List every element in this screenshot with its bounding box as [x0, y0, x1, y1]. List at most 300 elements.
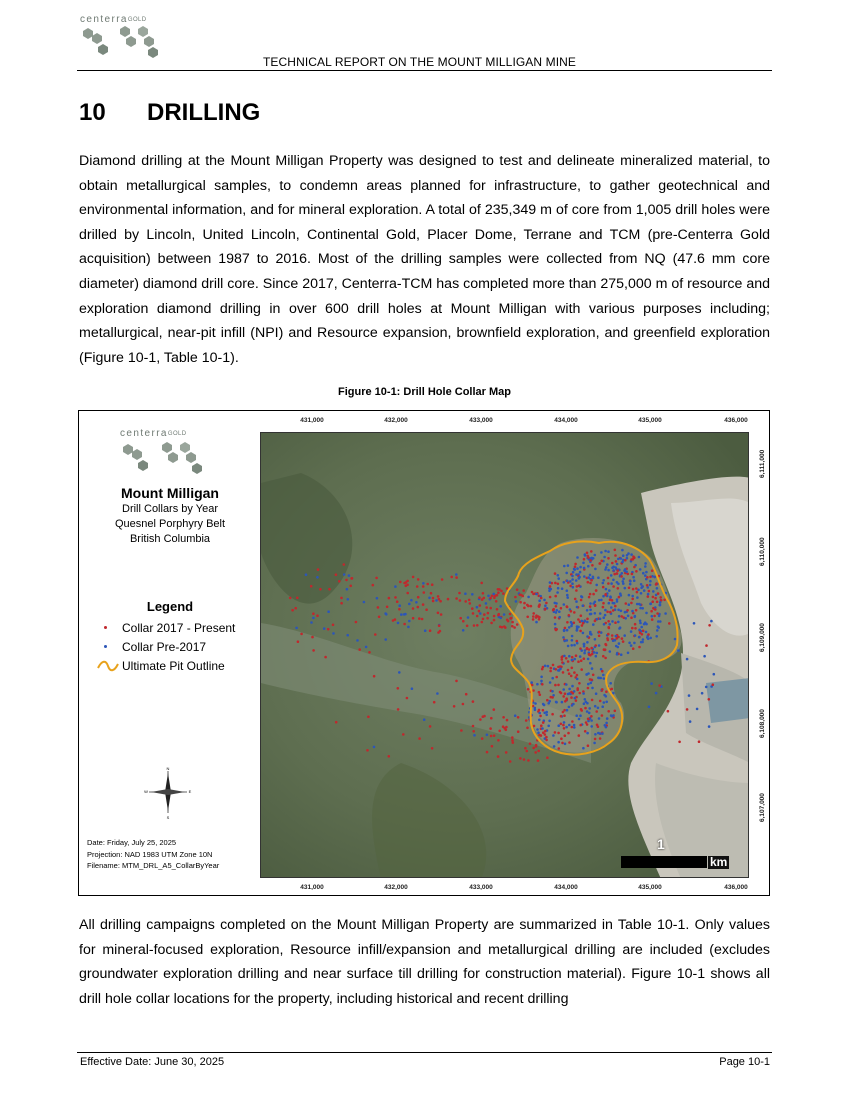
collar-2017-dot — [567, 732, 570, 735]
collar-2017-dot — [481, 621, 484, 624]
collar-2017-dot — [589, 605, 592, 608]
legend-label: Collar 2017 - Present — [122, 621, 236, 635]
collar-2017-dot — [300, 633, 303, 636]
collar-pre-2017-dot — [638, 556, 641, 559]
collar-2017-dot — [554, 616, 557, 619]
collar-2017-dot — [537, 750, 540, 753]
collar-2017-dot — [493, 734, 496, 737]
collar-2017-dot — [439, 630, 442, 633]
collar-2017-dot — [485, 606, 488, 609]
collar-pre-2017-dot — [576, 627, 579, 630]
collar-pre-2017-dot — [566, 589, 569, 592]
collar-pre-2017-dot — [587, 658, 590, 661]
collar-2017-dot — [574, 565, 577, 568]
collar-pre-2017-dot — [398, 604, 401, 607]
collar-2017-dot — [509, 760, 512, 763]
paragraph-intro: Diamond drilling at the Mount Milligan Property was designed to test and delineate mineralized material, to obtain metallurgical samples, to condemn areas planned for infrastructure, to gather geotechnical and environmental information, and for mineral exploration. A total of 235,349 m of core from 1,005 drill holes were drilled by Lincoln, United Lincoln, Continental Gold, Placer Dome, Terrane and TCM (pre-Centerra Gold acquisition) between 1987 to 2016. Most of the drilling samples were collected from NQ (47.6 mm core diameter) diamond drill core. Since 2017, Centerra-TCM has completed more than 275,000 m of resource and exploration diamond drilling in over 600 drill holes at Mount Milligan with various purposes including; metallurgical, near-pit infill (NPI) and Resource expansion, brownfield exploration, and greenfield exploration (Figure 10-1, Table 10-1). — [79, 153, 770, 366]
collar-2017-dot — [332, 624, 335, 627]
collar-pre-2017-dot — [652, 590, 655, 593]
collar-2017-dot — [624, 559, 627, 562]
collar-2017-dot — [297, 640, 300, 643]
collar-2017-dot — [316, 614, 319, 617]
collar-2017-dot — [522, 589, 525, 592]
collar-pre-2017-dot — [576, 567, 579, 570]
collar-2017-dot — [479, 718, 482, 721]
collar-2017-dot — [430, 592, 433, 595]
collar-2017-dot — [595, 589, 598, 592]
collar-2017-dot — [533, 725, 536, 728]
collar-2017-dot — [472, 730, 475, 733]
collar-pre-2017-dot — [571, 575, 574, 578]
collar-2017-dot — [509, 617, 512, 620]
collar-pre-2017-dot — [597, 707, 600, 710]
legend-item-pit-outline — [97, 657, 225, 675]
svg-text:N: N — [166, 766, 170, 771]
collar-2017-dot — [479, 604, 482, 607]
collar-2017-dot — [604, 657, 607, 660]
collar-2017-dot — [561, 742, 564, 745]
northing-tick-label: 6,109,000 — [759, 623, 766, 652]
collar-pre-2017-dot — [627, 615, 630, 618]
collar-pre-2017-dot — [558, 610, 561, 613]
collar-pre-2017-dot — [397, 622, 400, 625]
collar-pre-2017-dot — [634, 615, 637, 618]
collar-2017-dot — [578, 692, 581, 695]
collar-pre-2017-dot — [615, 635, 618, 638]
collar-2017-dot — [595, 710, 598, 713]
collar-pre-2017-dot — [605, 722, 608, 725]
collar-pre-2017-dot — [407, 626, 410, 629]
collar-pre-2017-dot — [647, 593, 650, 596]
collar-pre-2017-dot — [583, 567, 586, 570]
collar-2017-dot — [502, 716, 505, 719]
collar-2017-dot — [658, 684, 661, 687]
collar-pre-2017-dot — [596, 618, 599, 621]
collar-2017-dot — [598, 635, 601, 638]
collar-pre-2017-dot — [620, 653, 623, 656]
collar-pre-2017-dot — [701, 692, 704, 695]
collar-pre-2017-dot — [582, 562, 585, 565]
collar-2017-dot — [417, 578, 420, 581]
collar-2017-dot — [634, 623, 637, 626]
collar-pre-2017-dot — [544, 604, 547, 607]
collar-pre-2017-dot — [616, 563, 619, 566]
collar-2017-dot — [511, 736, 514, 739]
collar-pre-2017-dot — [582, 632, 585, 635]
collar-2017-dot — [490, 622, 493, 625]
easting-tick-label: 434,000 — [554, 417, 578, 424]
collar-pre-2017-dot — [654, 576, 657, 579]
collar-pre-2017-dot — [658, 615, 661, 618]
collar-pre-2017-dot — [650, 682, 653, 685]
collar-2017-dot — [647, 595, 650, 598]
collar-pre-2017-dot — [572, 571, 575, 574]
collar-pre-2017-dot — [487, 595, 490, 598]
collar-pre-2017-dot — [570, 644, 573, 647]
collar-pre-2017-dot — [464, 592, 467, 595]
collar-2017-dot — [464, 600, 467, 603]
collar-2017-dot — [562, 711, 565, 714]
collar-pre-2017-dot — [384, 638, 387, 641]
easting-tick-label: 436,000 — [724, 417, 748, 424]
collar-2017-dot — [312, 649, 315, 652]
collar-pre-2017-dot — [536, 728, 539, 731]
collar-2017-dot — [373, 675, 376, 678]
collar-2017-dot — [586, 618, 589, 621]
collar-2017-dot — [289, 597, 292, 600]
collar-pre-2017-dot — [557, 669, 560, 672]
svg-text:S: S — [166, 815, 170, 820]
collar-2017-dot — [630, 616, 633, 619]
collar-pre-2017-dot — [554, 602, 557, 605]
collar-pre-2017-dot — [596, 652, 599, 655]
collar-2017-dot — [368, 651, 371, 654]
collar-pre-2017-dot — [705, 686, 708, 689]
collar-2017-dot — [587, 744, 590, 747]
collar-2017-dot — [588, 648, 591, 651]
collar-pre-2017-dot — [609, 682, 612, 685]
collar-2017-dot — [601, 714, 604, 717]
collar-2017-dot — [564, 627, 567, 630]
collar-pre-2017-dot — [605, 566, 608, 569]
collar-2017-dot — [616, 572, 619, 575]
collar-pre-2017-dot — [618, 642, 621, 645]
collar-pre-2017-dot — [686, 658, 689, 661]
collar-2017-dot — [632, 555, 635, 558]
collar-2017-dot — [626, 609, 629, 612]
collar-2017-dot — [526, 604, 529, 607]
collar-pre-2017-dot — [534, 702, 537, 705]
collar-2017-dot — [607, 626, 610, 629]
collar-pre-2017-dot — [536, 683, 539, 686]
collar-2017-dot — [538, 603, 541, 606]
collar-pre-2017-dot — [598, 599, 601, 602]
easting-tick-label: 435,000 — [638, 417, 662, 424]
collar-2017-dot — [406, 697, 409, 700]
collar-pre-2017-dot — [503, 613, 506, 616]
collar-2017-dot — [541, 683, 544, 686]
easting-tick-label: 432,000 — [384, 417, 408, 424]
collar-2017-dot — [654, 597, 657, 600]
collar-pre-2017-dot — [400, 613, 403, 616]
header-logo-wordmark: centerraGOLD — [80, 14, 147, 25]
collar-pre-2017-dot — [604, 609, 607, 612]
collar-2017-dot — [656, 612, 659, 615]
collar-pre-2017-dot — [556, 591, 559, 594]
collar-2017-dot — [374, 633, 377, 636]
collar-2017-dot — [505, 751, 508, 754]
collar-pre-2017-dot — [589, 602, 592, 605]
collar-2017-dot — [546, 756, 549, 759]
collar-2017-dot — [538, 618, 541, 621]
collar-pre-2017-dot — [622, 582, 625, 585]
collar-2017-dot — [497, 591, 500, 594]
collar-pre-2017-dot — [610, 582, 613, 585]
collar-2017-dot — [603, 648, 606, 651]
collar-2017-dot — [349, 585, 352, 588]
collar-pre-2017-dot — [618, 615, 621, 618]
collar-2017-dot — [458, 592, 461, 595]
collar-2017-dot — [562, 695, 565, 698]
collar-pre-2017-dot — [636, 603, 639, 606]
collar-2017-dot — [630, 602, 633, 605]
collar-2017-dot — [622, 640, 625, 643]
collar-2017-dot — [560, 723, 563, 726]
satellite-map — [261, 433, 749, 878]
collar-pre-2017-dot — [566, 594, 569, 597]
collar-2017-dot — [615, 637, 618, 640]
collar-2017-dot — [563, 727, 566, 730]
collar-2017-dot — [650, 610, 653, 613]
collar-pre-2017-dot — [620, 594, 623, 597]
collar-pre-2017-dot — [570, 625, 573, 628]
figure-logo — [118, 428, 218, 478]
collar-pre-2017-dot — [365, 646, 368, 649]
collar-2017-dot — [557, 583, 560, 586]
collar-2017-dot — [599, 737, 602, 740]
collar-2017-dot — [584, 730, 587, 733]
collar-2017-dot — [489, 727, 492, 730]
collar-2017-dot — [582, 622, 585, 625]
collar-2017-dot — [611, 634, 614, 637]
collar-pre-2017-dot — [584, 554, 587, 557]
collar-2017-dot — [614, 605, 617, 608]
collar-2017-dot — [646, 576, 649, 579]
collar-2017-dot — [519, 757, 522, 760]
collar-pre-2017-dot — [573, 724, 576, 727]
legend-item-collar-2017-present — [97, 619, 235, 637]
collar-2017-dot — [578, 682, 581, 685]
section-title: DRILLING — [147, 99, 261, 126]
collar-pre-2017-dot — [628, 594, 631, 597]
collar-pre-2017-dot — [616, 653, 619, 656]
collar-2017-dot — [496, 608, 499, 611]
collar-pre-2017-dot — [316, 576, 319, 579]
collar-pre-2017-dot — [601, 732, 604, 735]
collar-pre-2017-dot — [554, 623, 557, 626]
collar-pre-2017-dot — [586, 641, 589, 644]
collar-2017-dot — [558, 747, 561, 750]
collar-2017-dot — [310, 585, 313, 588]
collar-2017-dot — [678, 741, 681, 744]
collar-pre-2017-dot — [656, 629, 659, 632]
collar-2017-dot — [532, 689, 535, 692]
collar-pre-2017-dot — [559, 667, 562, 670]
collar-pre-2017-dot — [710, 620, 713, 623]
drill-collar-map — [260, 432, 749, 878]
collar-2017-dot — [589, 678, 592, 681]
svg-text:W: W — [144, 789, 148, 794]
collar-2017-dot — [705, 644, 708, 647]
collar-2017-dot — [403, 623, 406, 626]
collar-2017-dot — [538, 691, 541, 694]
scale-value: 1 — [657, 836, 665, 852]
wave-line-icon — [97, 659, 119, 673]
collar-2017-dot — [564, 692, 567, 695]
collar-2017-dot — [431, 747, 434, 750]
collar-2017-dot — [562, 724, 565, 727]
collar-pre-2017-dot — [581, 620, 584, 623]
collar-pre-2017-dot — [585, 701, 588, 704]
collar-2017-dot — [532, 747, 535, 750]
collar-pre-2017-dot — [586, 635, 589, 638]
collar-2017-dot — [489, 607, 492, 610]
collar-pre-2017-dot — [485, 602, 488, 605]
collar-pre-2017-dot — [603, 556, 606, 559]
collar-pre-2017-dot — [602, 579, 605, 582]
collar-pre-2017-dot — [620, 610, 623, 613]
collar-2017-dot — [621, 637, 624, 640]
collar-2017-dot — [506, 719, 509, 722]
collar-pre-2017-dot — [537, 731, 540, 734]
collar-pre-2017-dot — [428, 597, 431, 600]
legend-title: Legend — [146, 599, 194, 614]
collar-pre-2017-dot — [588, 712, 591, 715]
collar-2017-dot — [575, 589, 578, 592]
collar-2017-dot — [416, 585, 419, 588]
collar-pre-2017-dot — [615, 645, 618, 648]
collar-pre-2017-dot — [594, 568, 597, 571]
collar-pre-2017-dot — [644, 574, 647, 577]
collar-2017-dot — [372, 584, 375, 587]
collar-pre-2017-dot — [555, 611, 558, 614]
collar-pre-2017-dot — [580, 649, 583, 652]
collar-2017-dot — [340, 597, 343, 600]
collar-2017-dot — [549, 585, 552, 588]
easting-tick-label: 434,000 — [554, 884, 578, 891]
collar-2017-dot — [597, 725, 600, 728]
collar-pre-2017-dot — [606, 717, 609, 720]
collar-pre-2017-dot — [610, 606, 613, 609]
collar-pre-2017-dot — [649, 584, 652, 587]
collar-2017-dot — [431, 583, 434, 586]
collar-pre-2017-dot — [591, 667, 594, 670]
collar-pre-2017-dot — [639, 619, 642, 622]
collar-2017-dot — [396, 600, 399, 603]
collar-2017-dot — [620, 575, 623, 578]
collar-2017-dot — [482, 618, 485, 621]
collar-pre-2017-dot — [589, 631, 592, 634]
collar-2017-dot — [532, 618, 535, 621]
collar-pre-2017-dot — [295, 627, 298, 630]
collar-2017-dot — [511, 625, 514, 628]
collar-pre-2017-dot — [651, 615, 654, 618]
collar-2017-dot — [651, 618, 654, 621]
collar-pre-2017-dot — [659, 601, 662, 604]
collar-pre-2017-dot — [641, 585, 644, 588]
collar-2017-dot — [440, 613, 443, 616]
scale-unit: km — [710, 855, 728, 869]
collar-pre-2017-dot — [657, 620, 660, 623]
collar-pre-2017-dot — [609, 650, 612, 653]
collar-pre-2017-dot — [356, 639, 359, 642]
collar-2017-dot — [576, 689, 579, 692]
collar-2017-dot — [545, 602, 548, 605]
collar-pre-2017-dot — [467, 616, 470, 619]
figure-caption: Figure 10-1: Drill Hole Collar Map — [338, 386, 511, 398]
collar-2017-dot — [397, 708, 400, 711]
collar-pre-2017-dot — [611, 620, 614, 623]
collar-pre-2017-dot — [578, 576, 581, 579]
collar-pre-2017-dot — [627, 652, 630, 655]
collar-2017-dot — [525, 719, 528, 722]
collar-2017-dot — [616, 569, 619, 572]
collar-pre-2017-dot — [492, 593, 495, 596]
collar-2017-dot — [540, 724, 543, 727]
collar-2017-dot — [614, 621, 617, 624]
collar-pre-2017-dot — [570, 621, 573, 624]
collar-pre-2017-dot — [471, 593, 474, 596]
collar-2017-dot — [345, 579, 348, 582]
collar-2017-dot — [509, 613, 512, 616]
collar-pre-2017-dot — [565, 572, 568, 575]
collar-2017-dot — [312, 612, 315, 615]
collar-2017-dot — [641, 633, 644, 636]
collar-pre-2017-dot — [576, 556, 579, 559]
collar-2017-dot — [412, 617, 415, 620]
collar-2017-dot — [423, 591, 426, 594]
collar-pre-2017-dot — [674, 638, 677, 641]
collar-2017-dot — [539, 715, 542, 718]
map-filename: Filename: MTM_DRL_A5_CollarByYear — [87, 861, 220, 870]
collar-2017-dot — [571, 656, 574, 659]
collar-pre-2017-dot — [588, 707, 591, 710]
collar-2017-dot — [594, 620, 597, 623]
legend-label: Collar Pre-2017 — [122, 640, 207, 654]
collar-2017-dot — [394, 596, 397, 599]
collar-2017-dot — [497, 739, 500, 742]
collar-pre-2017-dot — [656, 587, 659, 590]
collar-2017-dot — [532, 593, 535, 596]
collar-2017-dot — [635, 609, 638, 612]
collar-pre-2017-dot — [347, 598, 350, 601]
collar-2017-dot — [517, 730, 520, 733]
collar-2017-dot — [511, 739, 514, 742]
collar-2017-dot — [539, 693, 542, 696]
collar-2017-dot — [527, 688, 530, 691]
collar-pre-2017-dot — [628, 603, 631, 606]
collar-2017-dot — [607, 633, 610, 636]
collar-pre-2017-dot — [623, 634, 626, 637]
collar-pre-2017-dot — [549, 581, 552, 584]
collar-pre-2017-dot — [563, 565, 566, 568]
collar-2017-dot — [565, 657, 568, 660]
collar-2017-dot — [520, 594, 523, 597]
collar-2017-dot — [635, 587, 638, 590]
collar-pre-2017-dot — [566, 709, 569, 712]
collar-2017-dot — [590, 647, 593, 650]
collar-2017-dot — [573, 611, 576, 614]
collar-2017-dot — [493, 596, 496, 599]
collar-pre-2017-dot — [486, 734, 489, 737]
easting-tick-label: 435,000 — [638, 884, 662, 891]
collar-2017-dot — [437, 612, 440, 615]
collar-2017-dot — [594, 738, 597, 741]
collar-pre-2017-dot — [587, 683, 590, 686]
collar-pre-2017-dot — [551, 690, 554, 693]
red-dot-icon — [104, 626, 107, 629]
collar-pre-2017-dot — [310, 621, 313, 624]
collar-pre-2017-dot — [562, 636, 565, 639]
collar-pre-2017-dot — [545, 714, 548, 717]
collar-pre-2017-dot — [647, 638, 650, 641]
collar-pre-2017-dot — [630, 553, 633, 556]
collar-pre-2017-dot — [624, 617, 627, 620]
collar-pre-2017-dot — [541, 727, 544, 730]
collar-2017-dot — [636, 591, 639, 594]
collar-pre-2017-dot — [688, 694, 691, 697]
collar-pre-2017-dot — [534, 709, 537, 712]
